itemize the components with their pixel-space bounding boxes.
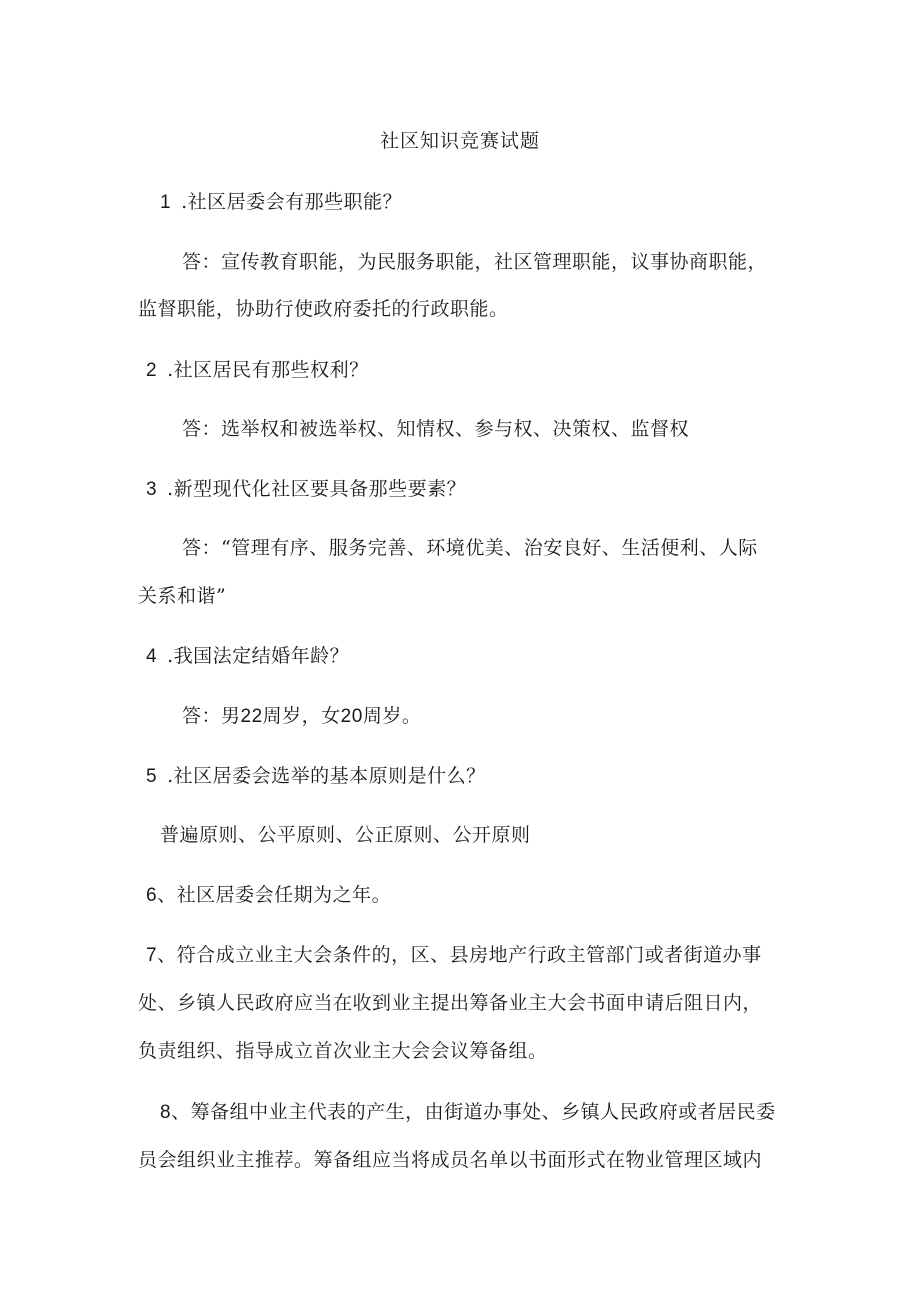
answer-4-prefix: 答：男: [182, 705, 241, 727]
question-8-line-2: 员会组织业主推荐。筹备组应当将成员名单以书面形式在物业管理区域内: [138, 1149, 763, 1171]
question-number: 1: [160, 192, 172, 213]
question-1: [160, 187, 402, 214]
answer-3-line-1: 答：“管理有序、服务完善、环境优美、治安良好、生活便利、人际: [182, 537, 758, 559]
page-title: 社区知识竞赛试题: [379, 130, 540, 152]
question-7-line-3: 负责组织、指导成立首次业主大会会议筹备组。: [138, 1040, 548, 1062]
answer-1-line-1: 答：宣传教育职能，为民服务职能，社区管理职能，议事协商职能，: [182, 251, 768, 273]
question-text: .社区居民有那些权利？: [167, 359, 369, 381]
question-8-line-1: [160, 1097, 776, 1124]
female-age: 20: [340, 706, 363, 727]
question-2: [146, 355, 369, 382]
question-text: 、符合成立业主大会条件的，区、县房地产行政主管部门或者街道办事: [157, 944, 762, 966]
answer-5: 普遍原则、公平原则、公正原则、公开原则: [160, 824, 531, 846]
question-text: .我国法定结婚年龄？: [167, 645, 350, 667]
answer-4-suffix: 周岁。: [362, 705, 422, 727]
male-age: 22: [240, 706, 263, 727]
answer-3-line-2: 关系和谐”: [138, 585, 227, 607]
question-number: 5: [146, 766, 158, 787]
question-text: .新型现代化社区要具备那些要素？: [167, 478, 467, 500]
question-text: 、社区居委会任期为之年。: [157, 884, 392, 906]
question-text: 、筹备组中业主代表的产生，由街道办事处、乡镇人民政府或者居民委: [171, 1101, 776, 1123]
question-number: 6: [146, 885, 158, 906]
question-number: 7: [146, 945, 158, 966]
question-number: 8: [160, 1102, 172, 1123]
question-3: [146, 474, 466, 501]
question-number: 2: [146, 360, 158, 381]
question-number: 3: [146, 479, 158, 500]
question-7-line-1: [146, 940, 762, 967]
question-7-line-2: 处、乡镇人民政府应当在收到业主提出筹备业主大会书面申请后阻日内，: [138, 992, 763, 1014]
answer-4: [182, 701, 421, 728]
answer-2: 答：选举权和被选举权、知情权、参与权、决策权、监督权: [182, 418, 690, 440]
question-text: .社区居委会选举的基本原则是什么？: [167, 765, 486, 787]
answer-1-line-2: 监督职能，协助行使政府委托的行政职能。: [138, 298, 509, 320]
answer-4-mid: 周岁，女: [262, 705, 341, 727]
question-text: .社区居委会有那些职能？: [181, 191, 403, 213]
question-5: [146, 761, 486, 788]
question-number: 4: [146, 646, 158, 667]
question-6: [146, 880, 391, 907]
question-4: [146, 641, 349, 668]
